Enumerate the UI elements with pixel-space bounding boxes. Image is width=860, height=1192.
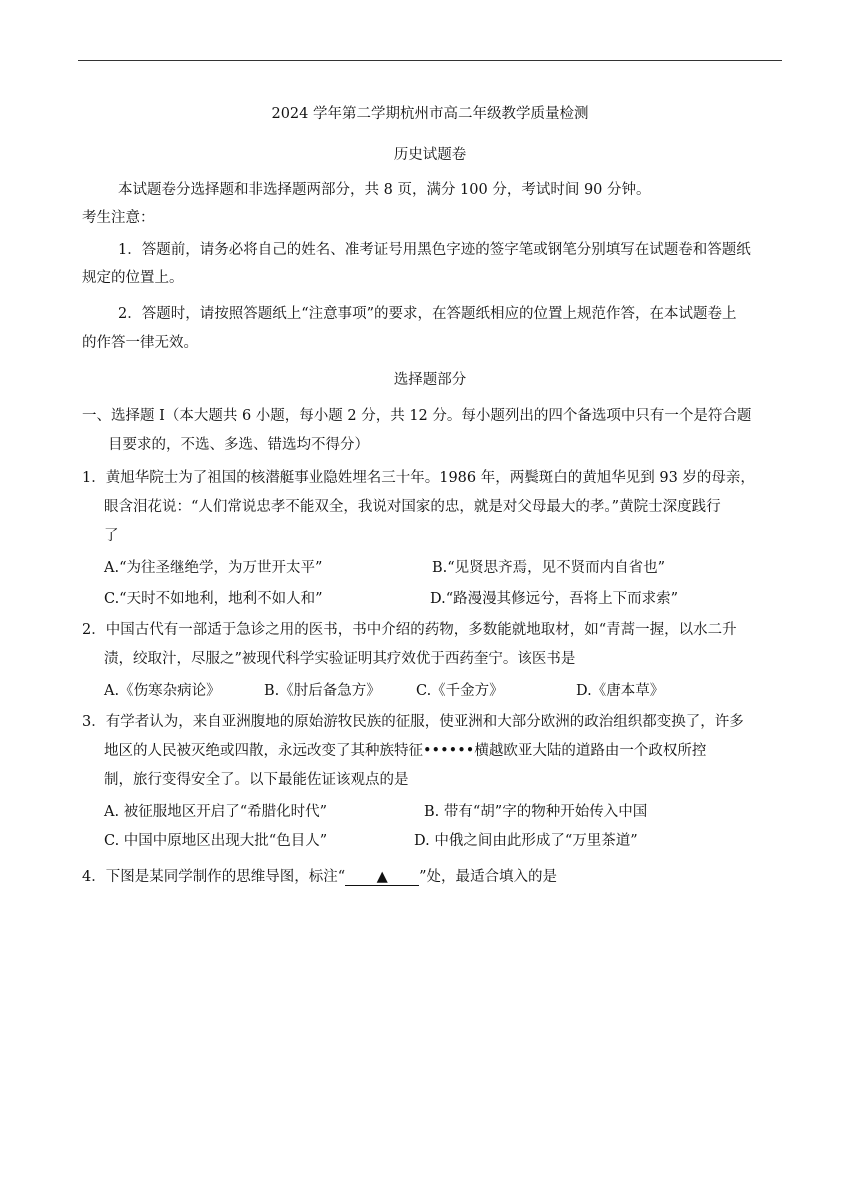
q3-stem-line-1: 3．有学者认为，来自亚洲腹地的原始游牧民族的征服，使亚洲和大部分欧洲的政治组织都变换了，许多 (82, 714, 744, 730)
part1-instructions-line-1: 一、选择题 I（本大题共 6 小题，每小题 2 分，共 12 分。每小题列出的四个备选项中只有一个是符合题 (82, 408, 752, 424)
q3-stem-line-2: 地区的人民被灭绝或四散，永远改变了其种族特征••••••横越欧亚大陆的道路由一个政权所控 (104, 743, 707, 759)
notice-label: 考生注意： (82, 210, 155, 226)
header-rule (78, 60, 782, 61)
q2-option-d[interactable]: D.《唐本草》 (576, 683, 665, 699)
q1-stem-line-3: 了 (104, 528, 119, 544)
notice-item-2-line-1: 2．答题时，请按照答题纸上“注意事项”的要求，在答题纸相应的位置上规范作答，在本试题卷上 (118, 306, 737, 322)
q1-option-b[interactable]: B.“见贤思齐焉，见不贤而内自省也” (432, 560, 666, 576)
q1-stem-line-1: 1．黄旭华院士为了祖国的核潜艇事业隐姓埋名三十年。1986 年，两鬓斑白的黄旭华见到 93 岁的母亲， (82, 470, 755, 486)
q1-option-a[interactable]: A.“为往圣继绝学，为万世开太平” (104, 560, 323, 576)
q2-option-b[interactable]: B.《肘后备急方》 (264, 683, 381, 699)
q1-option-d[interactable]: D.“路漫漫其修远兮，吾将上下而求索” (430, 591, 679, 607)
q2-option-a[interactable]: A.《伤寒杂病论》 (104, 683, 221, 699)
q3-stem-line-3: 制，旅行变得安全了。以下最能佐证该观点的是 (104, 772, 409, 788)
notice-item-2-line-2: 的作答一律无效。 (82, 335, 198, 351)
section-title: 选择题部分 (393, 372, 467, 388)
q4-stem (82, 867, 557, 887)
q4-blank-triangle: ▲ (345, 869, 419, 886)
intro-text: 本试题卷分选择题和非选择题两部分，共 8 页，满分 100 分，考试时间 90 分钟。 (118, 182, 651, 198)
q1-stem-line-2: 眼含泪花说：“人们常说忠孝不能双全，我说对国家的忠，就是对父母最大的孝。”黄院士深度践行 (104, 499, 721, 515)
q3-option-a[interactable]: A. 被征服地区开启了“希腊化时代” (104, 804, 328, 820)
q4-stem-post: ”处，最适合填入的是 (419, 869, 558, 885)
q3-option-b[interactable]: B. 带有“胡”字的物种开始传入中国 (424, 804, 648, 820)
q4-stem-pre: 4．下图是某同学制作的思维导图，标注“ (82, 869, 346, 885)
notice-item-1-line-2: 规定的位置上。 (82, 270, 184, 286)
q2-stem-line-2: 渍，绞取汁，尽服之”被现代科学实验证明其疗效优于西药奎宁。该医书是 (104, 651, 576, 667)
q3-option-c[interactable]: C. 中国中原地区出现大批“色目人” (104, 833, 328, 849)
notice-item-1-line-1: 1．答题前，请务必将自己的姓名、准考证号用黑色字迹的签字笔或钢笔分别填写在试题卷和答题纸 (118, 242, 751, 258)
exam-title: 2024 学年第二学期杭州市高二年级教学质量检测 (271, 106, 589, 122)
exam-subtitle: 历史试题卷 (393, 147, 467, 163)
q2-stem-line-1: 2．中国古代有一部适于急诊之用的医书，书中介绍的药物，多数能就地取材，如“青蒿一握，以水二升 (82, 622, 737, 638)
q1-option-c[interactable]: C.“天时不如地利，地利不如人和” (104, 591, 323, 607)
q3-option-d[interactable]: D. 中俄之间由此形成了“万里茶道” (414, 833, 638, 849)
part1-instructions-line-2: 目要求的，不选、多选、错选均不得分） (108, 437, 369, 453)
q2-option-c[interactable]: C.《千金方》 (416, 683, 504, 699)
